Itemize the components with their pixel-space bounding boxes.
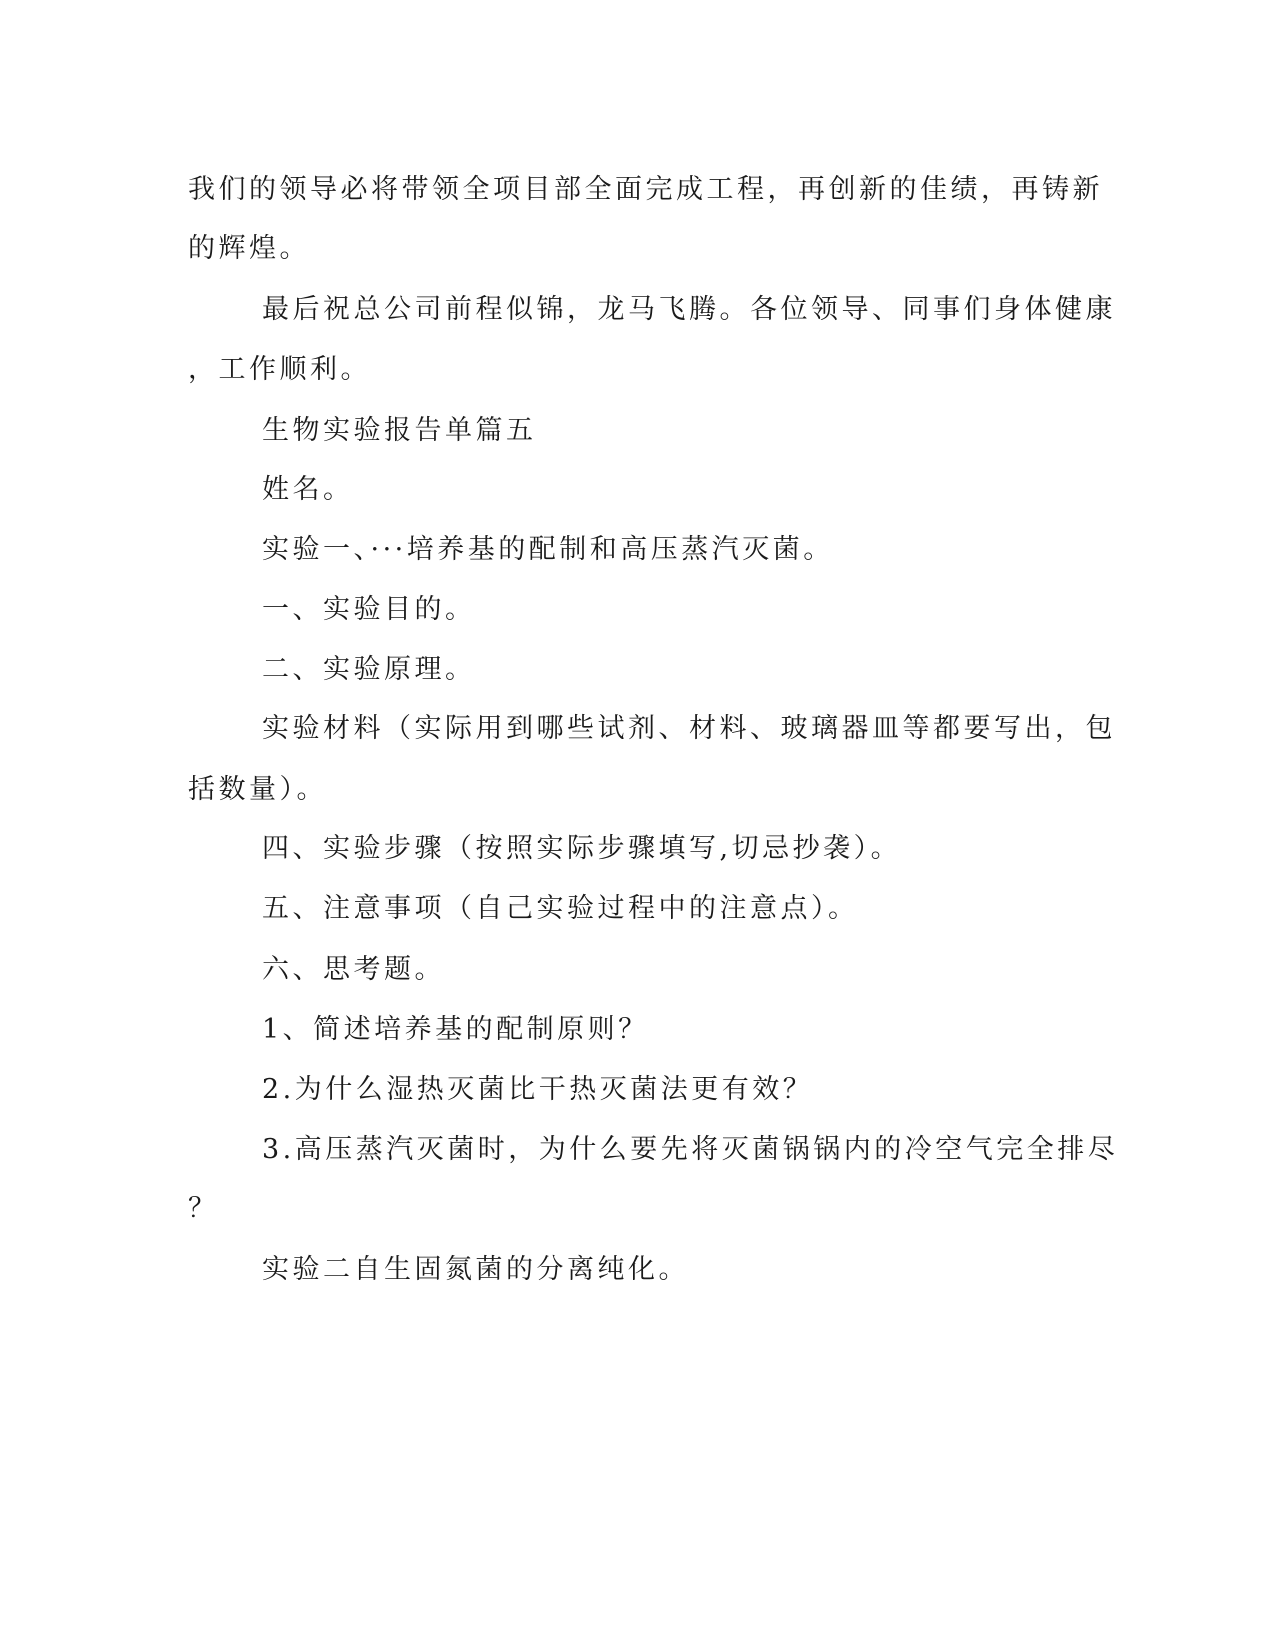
paragraph-line: 我们的领导必将带领全项目部全面完成工程，再创新的佳绩，再铸新: [188, 174, 1103, 205]
paragraph-line: 的辉煌。: [188, 233, 310, 264]
section-heading: 生物实验报告单篇五: [262, 415, 537, 446]
paragraph-line: ？: [188, 1193, 219, 1224]
paragraph-line: 括数量）。: [188, 774, 327, 805]
paragraph-line: 四、实验步骤（按照实际步骤填写,切忌抄袭）。: [262, 833, 902, 864]
paragraph-line: 六、思考题。: [262, 954, 445, 985]
paragraph-line: ，工作顺利。: [188, 354, 371, 385]
paragraph-line: 最后祝总公司前程似锦，龙马飞腾。各位领导、同事们身体健康: [262, 294, 1116, 325]
paragraph-line: 二、实验原理。: [262, 654, 476, 685]
paragraph-line: 姓名。: [262, 474, 354, 505]
paragraph-line: 实验材料（实际用到哪些试剂、材料、玻璃器皿等都要写出，包: [262, 713, 1116, 744]
paragraph-line: 1、简述培养基的配制原则？: [262, 1014, 649, 1045]
paragraph-line: 实验二自生固氮菌的分离纯化。: [262, 1254, 689, 1285]
paragraph-line: 实验一、···培养基的配制和高压蒸汽灭菌。: [262, 534, 834, 565]
paragraph-line: 2.为什么湿热灭菌比干热灭菌法更有效？: [262, 1074, 814, 1105]
paragraph-line: 3.高压蒸汽灭菌时，为什么要先将灭菌锅锅内的冷空气完全排尽: [262, 1134, 1119, 1165]
paragraph-line: 五、注意事项（自己实验过程中的注意点）。: [262, 893, 859, 924]
paragraph-line: 一、实验目的。: [262, 594, 476, 625]
